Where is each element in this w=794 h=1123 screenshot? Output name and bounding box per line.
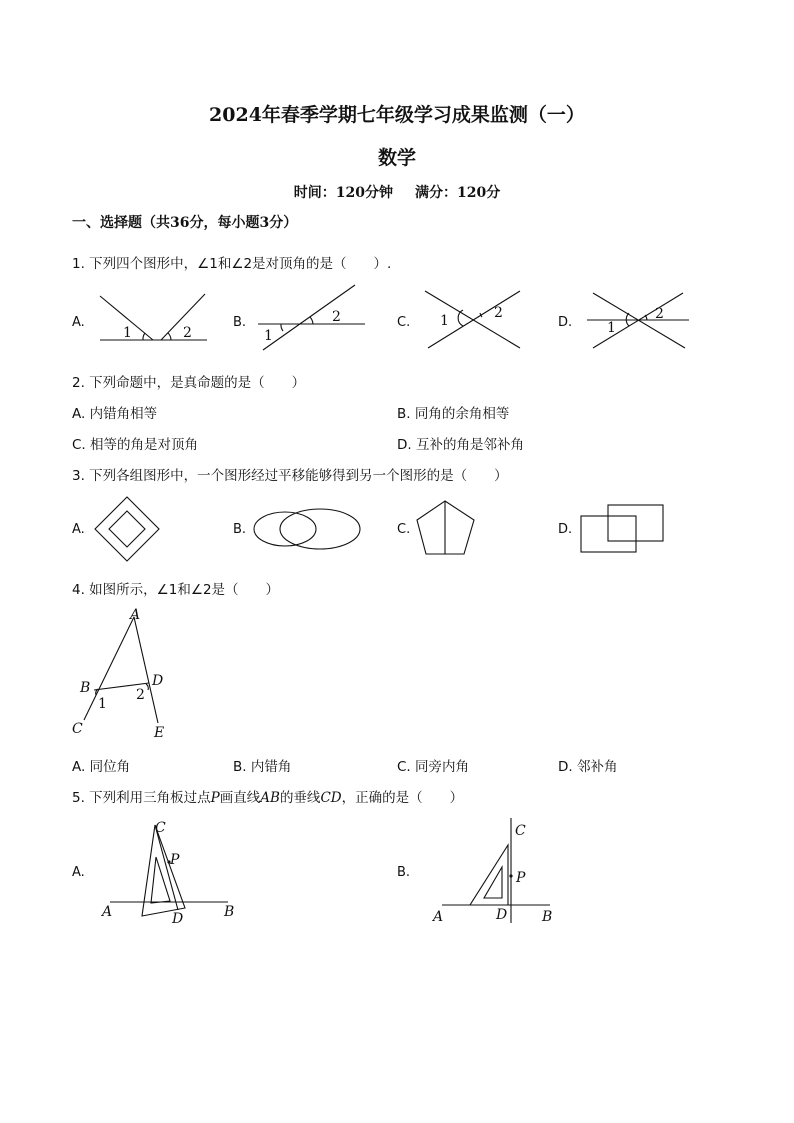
- q1-figure-b: [255, 282, 375, 352]
- q5-option-b-label: B.: [397, 865, 411, 880]
- q4-option-c: C. 同旁内角: [397, 759, 470, 775]
- q1a-angle1: 1: [123, 325, 132, 341]
- q3-figure-a: [92, 494, 162, 564]
- q5b-point-a: A: [433, 909, 444, 925]
- q4-option-d: D. 邻补角: [558, 759, 618, 775]
- q1c-angle2: 2: [494, 305, 503, 321]
- q4-angle1: 1: [98, 696, 107, 712]
- q1-option-b-label: B.: [233, 315, 247, 330]
- q5-stem-after: ，正确的是（ ）: [341, 790, 464, 806]
- q4-point-b: B: [80, 680, 91, 696]
- q2-option-b: B. 同角的余角相等: [397, 406, 510, 422]
- exam-info: [0, 182, 794, 202]
- q5-stem-before: 5. 下列利用三角板过点: [72, 790, 211, 806]
- q1-figure-d: [585, 288, 695, 352]
- q5b-point-c: C: [515, 823, 526, 839]
- q1b-angle2: 2: [332, 309, 341, 325]
- q5-figure-a: [100, 815, 245, 930]
- exam-time: 时间：120分钟: [293, 185, 393, 201]
- q4-point-d: D: [152, 673, 164, 689]
- q5a-point-b: B: [224, 904, 235, 920]
- q1-figure-c: [420, 286, 530, 352]
- q4-option-a: A. 同位角: [72, 759, 131, 775]
- q5b-point-d: D: [496, 907, 508, 923]
- q1-figure-a: [95, 288, 215, 348]
- q4-stem: 4. 如图所示，∠1和∠2是（ ）: [72, 582, 280, 598]
- q5b-point-p: P: [516, 870, 526, 886]
- q3-option-c-label: C.: [397, 522, 411, 537]
- q2-stem: 2. 下列命题中，是真命题的是（ ）: [72, 375, 306, 391]
- q4-angle2: 2: [136, 687, 145, 703]
- q1c-angle1: 1: [440, 313, 449, 329]
- q5-figure-b: [428, 815, 558, 927]
- q4-point-c: C: [72, 721, 83, 737]
- q3-option-a-label: A.: [72, 522, 85, 537]
- q2-option-a: A. 内错角相等: [72, 406, 158, 422]
- q5-stem-ab: AB: [260, 790, 280, 806]
- q5b-point-b: B: [542, 909, 553, 925]
- q1b-angle1: 1: [264, 328, 273, 344]
- q3-figure-d: [578, 502, 668, 556]
- q1-stem: 1. 下列四个图形中，∠1和∠2是对顶角的是（ ）.: [72, 256, 392, 272]
- q1-option-d-label: D.: [558, 315, 573, 330]
- q5a-point-c: C: [155, 820, 166, 836]
- q5-stem-cd: CD: [320, 790, 342, 806]
- q5a-point-d: D: [172, 911, 184, 927]
- q3-figure-c: [414, 498, 478, 558]
- section-heading: 一、选择题（共36分，每小题3分）: [72, 215, 298, 231]
- q3-option-b-label: B.: [233, 522, 247, 537]
- q5-option-a-label: A.: [72, 865, 85, 880]
- q1a-angle2: 2: [183, 325, 192, 341]
- q5-stem-mid1: 画直线: [219, 790, 261, 806]
- q4-option-b: B. 内错角: [233, 759, 292, 775]
- q5-stem-p: P: [210, 790, 220, 806]
- q3-option-d-label: D.: [558, 522, 573, 537]
- exam-title: 2024年春季学期七年级学习成果监测（一）: [209, 104, 585, 126]
- q1-option-a-label: A.: [72, 315, 85, 330]
- q4-figure: [72, 605, 182, 745]
- q5-stem: [72, 786, 463, 806]
- q2-option-c: C. 相等的角是对顶角: [72, 437, 199, 453]
- q2-option-d: D. 互补的角是邻补角: [397, 437, 524, 453]
- q3-figure-b: [252, 505, 364, 555]
- q5a-point-a: A: [102, 904, 113, 920]
- q1d-angle1: 1: [607, 320, 616, 336]
- q5a-point-p: P: [170, 852, 180, 868]
- q1-option-c-label: C.: [397, 315, 411, 330]
- q5-stem-mid2: 的垂线: [279, 790, 321, 806]
- q4-point-e: E: [154, 725, 165, 741]
- exam-score: 满分：120分: [415, 185, 501, 201]
- q1d-angle2: 2: [655, 306, 664, 322]
- q3-stem: 3. 下列各组图形中，一个图形经过平移能够得到另一个图形的是（ ）: [72, 468, 508, 484]
- q4-point-a: A: [130, 607, 141, 623]
- subject-title: 数学: [377, 147, 416, 169]
